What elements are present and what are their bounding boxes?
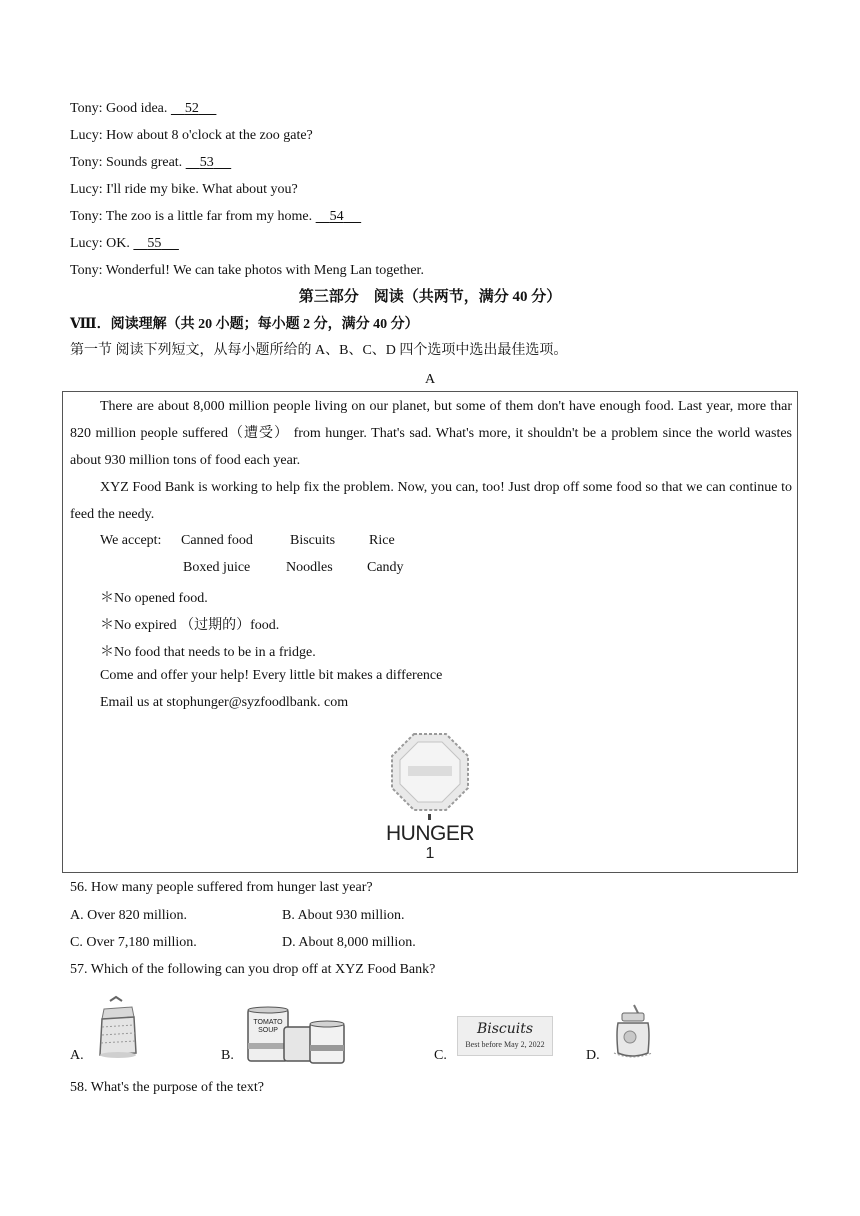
q56-option-b: B. About 930 million. [282, 908, 405, 923]
biscuit-title: Biscuits [476, 1021, 534, 1037]
part-title: 第三部分 阅读（共两节，满分 40 分） [298, 289, 562, 305]
logo-sub: 1 [425, 845, 435, 862]
canned-soup-icon [246, 1005, 346, 1065]
jar-food-icon [608, 1003, 656, 1061]
email-line: Email us at stophunger@syzfoodlbank. com [100, 695, 349, 710]
passage-para-1: There are about 8,000 million people living on our planet, but some of them don't have enough food. Last year, more thar 820 million people suffered（遭受） from hunger. That's sad. What's more, it shouldn't be a problem since the world wastes about 930 million tons of food each year. [70, 399, 792, 468]
dialogue-line-5: Tony: The zoo is a little far from my home. 54 [70, 208, 361, 226]
instruction: 第一节 阅读下列短文，从每小题所给的 A、B、C、D 四个选项中选出最佳选项。 [70, 343, 568, 358]
opened-box-icon [94, 995, 142, 1061]
dialogue-line-1: Tony: Good idea. 52 [70, 100, 216, 118]
biscuit-best-before: Best before May 2, 2022 [465, 1040, 545, 1049]
accept-item: Boxed juice [183, 560, 251, 575]
rule-no-fridge: ＊No food that needs to be in a fridge. [100, 645, 316, 660]
rule-no-expired: ＊No expired （过期的）food. [100, 618, 280, 633]
logo-text: HUNGER [385, 822, 474, 845]
accept-label: We accept: [100, 533, 162, 548]
rule-no-opened: ＊No opened food. [100, 591, 208, 606]
accept-item: Candy [367, 560, 404, 575]
q58-question: 58. What's the purpose of the text? [70, 1080, 264, 1095]
q57-option-c-label: C. [434, 1048, 447, 1063]
accept-item: Rice [369, 533, 395, 548]
dialogue-line-7: Tony: Wonderful! We can take photos with Meng Lan together. [70, 263, 424, 278]
stop-hunger-logo [384, 730, 476, 868]
q56-option-c: C. Over 7,180 million. [70, 935, 197, 950]
q57-question: 57. Which of the following can you drop off at XYZ Food Bank? [70, 962, 436, 977]
blank-54: 54 [329, 209, 344, 224]
blank-53: 53 [199, 155, 214, 170]
q56-option-d: D. About 8,000 million. [282, 935, 416, 950]
q57-option-b-label: B. [221, 1048, 234, 1063]
accept-item: Noodles [286, 560, 333, 575]
q57-option-a-image [94, 995, 142, 1061]
closing-line: Come and offer your help! Every little bit makes a difference [100, 668, 443, 683]
q56-question: 56. How many people suffered from hunger last year? [70, 880, 373, 895]
accept-item: Canned food [181, 533, 253, 548]
dialogue-line-6: Lucy: OK. 55 [70, 235, 179, 253]
blank-55: 55 [147, 236, 162, 251]
dialogue-line-3: Tony: Sounds great. 53 [70, 154, 231, 172]
q57-option-a-label: A. [70, 1048, 84, 1063]
passage-para-2: XYZ Food Bank is working to help fix the problem. Now, you can, too! Just drop off some food so that we can continue to feed the needy. [70, 480, 792, 522]
blank-52: 52 [184, 101, 199, 116]
q57-option-c-image [457, 1016, 553, 1056]
dialogue-line-4: Lucy: I'll ride my bike. What about you? [70, 182, 298, 197]
accept-item: Biscuits [290, 533, 336, 548]
passage-label: A [424, 372, 436, 387]
q57-option-d-label: D. [586, 1048, 600, 1063]
dialogue-line-2: Lucy: How about 8 o'clock at the zoo gate? [70, 128, 313, 143]
can-label: TOMATO SOUP [253, 1019, 283, 1034]
section-title: Ⅷ．阅读理解（共 20 小题；每小题 2 分，满分 40 分） [70, 317, 419, 332]
q56-option-a: A. Over 820 million. [70, 908, 188, 923]
q57-option-b-image [246, 1005, 346, 1065]
q57-option-d-image [608, 1003, 656, 1061]
